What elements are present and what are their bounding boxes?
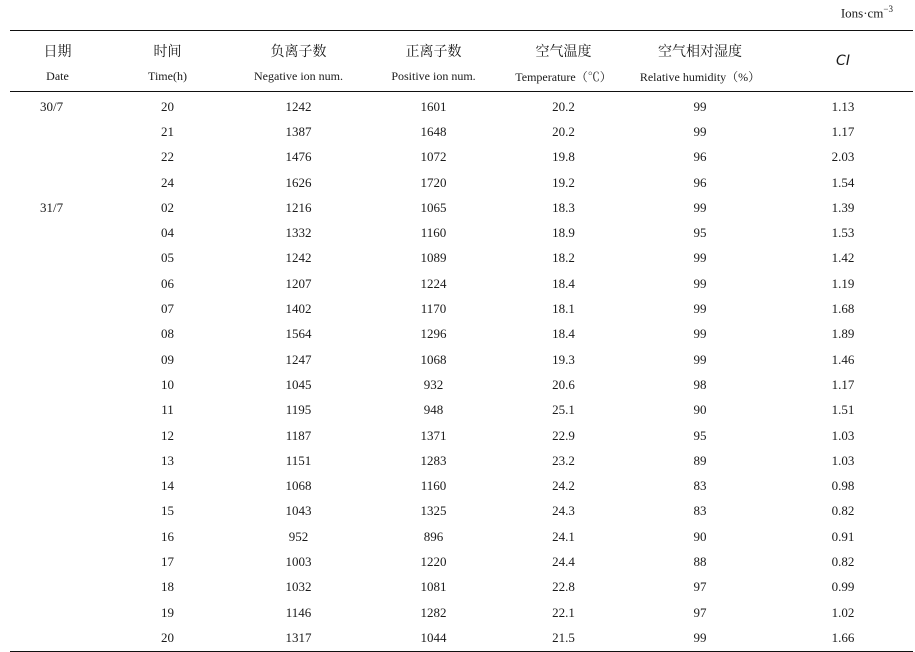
table-row [10,499,913,524]
header-temperature-en: Temperature（℃） [500,61,627,92]
cell-negative-ion: 1151 [285,452,312,468]
cell-date [10,322,105,347]
cell-humidity: 88 [693,553,707,569]
cell-temperature: 18.2 [552,250,575,266]
header-date-en: Date [10,61,105,92]
table-row [10,322,913,347]
cell-date [10,600,105,625]
table-row [10,549,913,574]
cell-ci: 1.19 [831,275,855,291]
cell-ci: 1.66 [773,625,913,651]
cell-date [10,170,105,195]
cell-humidity: 99 [693,199,707,215]
cell-ci: 0.82 [831,553,855,569]
table-row [10,625,913,651]
cell-negative-ion: 1146 [285,604,312,620]
cell-humidity: 95 [693,225,707,241]
cell-ci: 0.82 [831,503,855,519]
table-row [10,398,913,423]
cell-temperature: 18.9 [552,225,575,241]
cell-positive-ion: 1325 [420,503,447,519]
cell-temperature: 22.1 [552,604,575,620]
header-negative-ion-zh: 负离子数 [230,31,367,62]
cell-time: 21 [161,123,174,139]
table-row [10,473,913,498]
table-row [10,271,913,296]
table-row [10,145,913,170]
table-row [10,600,913,625]
cell-time: 24 [161,174,174,190]
cell-date [10,499,105,524]
cell-temperature: 20.2 [552,98,575,114]
cell-time: 15 [161,503,174,519]
cell-positive-ion: 1044 [367,625,500,651]
header-humidity-zh: 空气相对湿度 [627,31,773,62]
cell-date: 30/7 [40,98,64,114]
cell-temperature: 24.1 [552,528,575,544]
table-row [10,448,913,473]
cell-ci: 1.51 [831,402,855,418]
table-row [10,220,913,245]
cell-humidity: 83 [693,503,707,519]
cell-negative-ion: 952 [288,528,309,544]
cell-negative-ion: 1387 [285,123,312,139]
cell-negative-ion: 1216 [285,199,312,215]
cell-humidity: 90 [693,402,707,418]
cell-ci: 1.13 [831,98,855,114]
header-positive-ion-en: Positive ion num. [367,61,500,92]
cell-ci: 1.03 [831,427,855,443]
cell-humidity: 97 [693,579,707,595]
cell-time: 04 [161,225,174,241]
cell-negative-ion: 1195 [285,402,312,418]
cell-ci: 0.98 [831,478,855,494]
table-row [10,246,913,271]
table-body [10,92,913,652]
cell-negative-ion: 1242 [285,98,312,114]
cell-temperature: 18.4 [552,275,575,291]
cell-temperature: 20.2 [552,123,575,139]
cell-time: 06 [161,275,174,291]
cell-temperature: 20.6 [552,376,575,392]
header-time-zh: 时间 [105,31,230,62]
cell-negative-ion: 1247 [285,351,312,367]
cell-humidity: 96 [693,174,707,190]
cell-ci: 0.99 [831,579,855,595]
cell-positive-ion: 1160 [420,225,447,241]
cell-date [10,145,105,170]
cell-positive-ion: 1601 [420,98,447,114]
cell-time: 05 [161,250,174,266]
cell-time: 08 [161,326,174,342]
cell-date [10,119,105,144]
cell-temperature: 24.2 [552,478,575,494]
cell-positive-ion: 1068 [420,351,447,367]
cell-time: 10 [161,376,174,392]
cell-date [10,347,105,372]
cell-time: 13 [161,452,174,468]
cell-ci: 1.02 [831,604,855,620]
cell-date [10,220,105,245]
cell-ci: 2.03 [831,149,855,165]
cell-date [10,296,105,321]
cell-positive-ion: 1081 [420,579,447,595]
cell-positive-ion: 948 [423,402,444,418]
cell-date [10,625,105,651]
cell-positive-ion: 932 [423,376,444,392]
cell-date [10,372,105,397]
cell-date [10,246,105,271]
cell-humidity: 90 [693,528,707,544]
header-temperature-zh: 空气温度 [500,31,627,62]
cell-ci: 1.17 [831,376,855,392]
cell-negative-ion: 1003 [285,553,312,569]
cell-positive-ion: 1648 [420,123,447,139]
cell-positive-ion: 1282 [420,604,447,620]
header-humidity-en: Relative humidity（%） [627,61,773,92]
cell-positive-ion: 896 [423,528,444,544]
cell-ci: 1.68 [831,301,855,317]
cell-date [10,448,105,473]
table-row [10,195,913,220]
cell-time: 02 [161,199,174,215]
cell-ci: 1.46 [831,351,855,367]
cell-humidity: 97 [693,604,707,620]
table-row [10,372,913,397]
header-ci: CI [773,31,913,92]
cell-humidity: 99 [627,625,773,651]
cell-ci: 1.53 [831,225,855,241]
cell-time: 19 [161,604,174,620]
cell-ci: 1.39 [831,199,855,215]
table-row [10,524,913,549]
cell-positive-ion: 1160 [420,478,447,494]
cell-time: 09 [161,351,174,367]
cell-time: 20 [105,625,230,651]
header-time-en: Time(h) [105,61,230,92]
cell-humidity: 83 [693,478,707,494]
cell-ci: 0.91 [831,528,855,544]
cell-ci: 1.42 [831,250,855,266]
cell-date [10,575,105,600]
cell-date [10,423,105,448]
cell-date [10,524,105,549]
cell-humidity: 95 [693,427,707,443]
cell-time: 18 [161,579,174,595]
cell-negative-ion: 1045 [285,376,312,392]
cell-time: 22 [161,149,174,165]
cell-positive-ion: 1065 [420,199,447,215]
cell-positive-ion: 1371 [420,427,447,443]
cell-negative-ion: 1032 [285,579,312,595]
table-row [10,170,913,195]
cell-humidity: 89 [693,452,707,468]
cell-ci: 1.89 [831,326,855,342]
cell-negative-ion: 1043 [285,503,312,519]
cell-negative-ion: 1207 [285,275,312,291]
cell-temperature: 22.8 [552,579,575,595]
header-positive-ion-zh: 正离子数 [367,31,500,62]
table-row [10,575,913,600]
cell-time: 20 [161,98,174,114]
cell-temperature: 18.4 [552,326,575,342]
cell-time: 07 [161,301,174,317]
cell-negative-ion: 1564 [285,326,312,342]
cell-date [10,398,105,423]
cell-negative-ion: 1068 [285,478,312,494]
cell-humidity: 99 [693,326,707,342]
cell-positive-ion: 1220 [420,553,447,569]
cell-temperature: 21.5 [500,625,627,651]
ion-data-table [10,30,913,652]
cell-date: 31/7 [40,199,64,215]
table-row [10,119,913,144]
cell-negative-ion: 1626 [285,174,312,190]
cell-humidity: 96 [693,149,707,165]
cell-time: 17 [161,553,174,569]
cell-temperature: 22.9 [552,427,575,443]
unit-label: $Ions\cdot cm^{-3}$ [840,4,893,21]
cell-time: 11 [161,402,174,418]
cell-negative-ion: 1476 [285,149,312,165]
cell-ci: 1.54 [831,174,855,190]
cell-positive-ion: 1224 [420,275,447,291]
cell-date [10,271,105,296]
cell-humidity: 99 [693,98,707,114]
cell-humidity: 99 [693,351,707,367]
cell-negative-ion: 1402 [285,301,312,317]
table-row [10,296,913,321]
cell-date [10,549,105,574]
cell-humidity: 99 [693,301,707,317]
cell-temperature: 25.1 [552,402,575,418]
cell-positive-ion: 1170 [420,301,447,317]
cell-ci: 1.17 [831,123,855,139]
cell-positive-ion: 1283 [420,452,447,468]
cell-date [10,473,105,498]
cell-negative-ion: 1332 [285,225,312,241]
cell-positive-ion: 1720 [420,174,447,190]
cell-humidity: 99 [693,275,707,291]
cell-temperature: 19.3 [552,351,575,367]
cell-ci: 1.03 [831,452,855,468]
cell-temperature: 19.2 [552,174,575,190]
cell-humidity: 98 [693,376,707,392]
cell-temperature: 18.3 [552,199,575,215]
cell-negative-ion: 1187 [285,427,312,443]
table-row [10,347,913,372]
cell-humidity: 99 [693,123,707,139]
cell-negative-ion: 1317 [230,625,367,651]
cell-positive-ion: 1072 [420,149,447,165]
cell-temperature: 19.8 [552,149,575,165]
cell-temperature: 24.4 [552,553,575,569]
cell-positive-ion: 1296 [420,326,447,342]
cell-temperature: 23.2 [552,452,575,468]
cell-positive-ion: 1089 [420,250,447,266]
cell-humidity: 99 [693,250,707,266]
cell-temperature: 24.3 [552,503,575,519]
table-row [10,92,913,120]
cell-time: 12 [161,427,174,443]
cell-temperature: 18.1 [552,301,575,317]
cell-time: 14 [161,478,174,494]
cell-negative-ion: 1242 [285,250,312,266]
table-row [10,423,913,448]
cell-time: 16 [161,528,174,544]
header-date-zh: 日期 [10,31,105,62]
header-negative-ion-en: Negative ion num. [230,61,367,92]
